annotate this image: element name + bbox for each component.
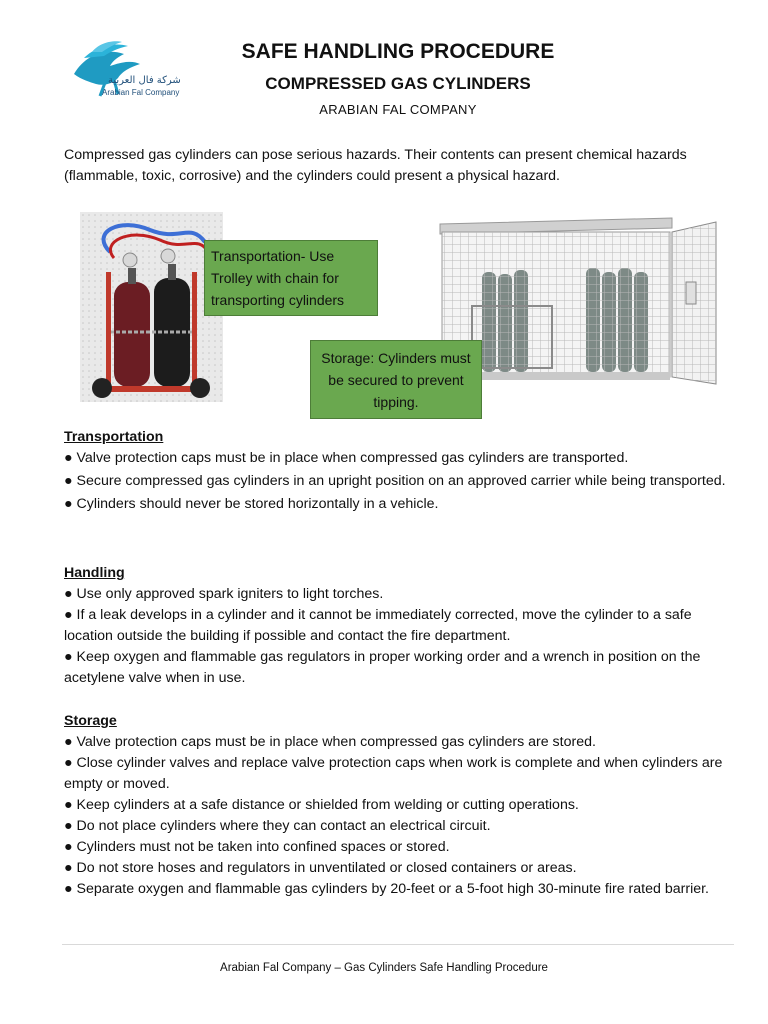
transportation-callout: Transportation- Use Trolley with chain for transporting cylinders — [204, 240, 378, 316]
list-item: ● Close cylinder valves and replace valve protection caps when work is complete and when cylinders are empty or moved. — [64, 755, 723, 792]
list-item: ● Keep cylinders at a safe distance or shielded from welding or cutting operations. — [64, 797, 579, 813]
list-item: ● Keep oxygen and flammable gas regulators in proper working order and a wrench in position on the acetylene valve when in use. — [64, 649, 701, 686]
transportation-section — [64, 427, 744, 517]
section-heading: Storage — [64, 713, 117, 729]
list-item: ● Valve protection caps must be in place when compressed gas cylinders are stored. — [64, 734, 596, 750]
company-name: ARABIAN FAL COMPANY — [319, 102, 477, 117]
intro-paragraph: Compressed gas cylinders can pose serious hazards. Their contents can present chemical hazards (flammable, toxic, corrosive) and the cylinders could present a physical hazard. — [64, 147, 687, 184]
section-heading: Handling — [64, 565, 125, 581]
logo-arabic-text: شركة فال العربية — [108, 75, 181, 86]
logo-english-text: Arabian Fal Company — [102, 88, 180, 97]
list-item: ● Do not store hoses and regulators in unventilated or closed containers or areas. — [64, 860, 577, 876]
list-item: ● If a leak develops in a cylinder and it cannot be immediately corrected, move the cylinder to a safe location outside the building if possible and contact the fire department. — [64, 607, 692, 644]
list-item: ● Secure compressed gas cylinders in an upright position on an approved carrier while being transported. — [64, 473, 726, 489]
storage-callout: Storage: Cylinders must be secured to prevent tipping. — [310, 340, 482, 419]
handling-section — [64, 563, 744, 689]
document-subtitle: COMPRESSED GAS CYLINDERS — [265, 74, 531, 93]
list-item: ● Cylinders must not be taken into confined spaces or stored. — [64, 839, 450, 855]
list-item: ● Do not place cylinders where they can contact an electrical circuit. — [64, 818, 491, 834]
document-title: SAFE HANDLING PROCEDURE — [241, 40, 555, 63]
cylinder-trolley-photo — [80, 212, 223, 402]
list-item: ● Cylinders should never be stored horizontally in a vehicle. — [64, 496, 439, 512]
footer-divider — [62, 944, 734, 945]
section-heading: Transportation — [64, 429, 164, 445]
list-item: ● Separate oxygen and flammable gas cylinders by 20-feet or a 5-foot high 30-minute fire rated barrier. — [64, 881, 709, 897]
list-item: ● Valve protection caps must be in place when compressed gas cylinders are transported. — [64, 450, 629, 466]
page-footer: Arabian Fal Company – Gas Cylinders Safe Handling Procedure — [220, 962, 548, 974]
storage-section — [64, 711, 744, 900]
list-item: ● Use only approved spark igniters to light torches. — [64, 586, 384, 602]
